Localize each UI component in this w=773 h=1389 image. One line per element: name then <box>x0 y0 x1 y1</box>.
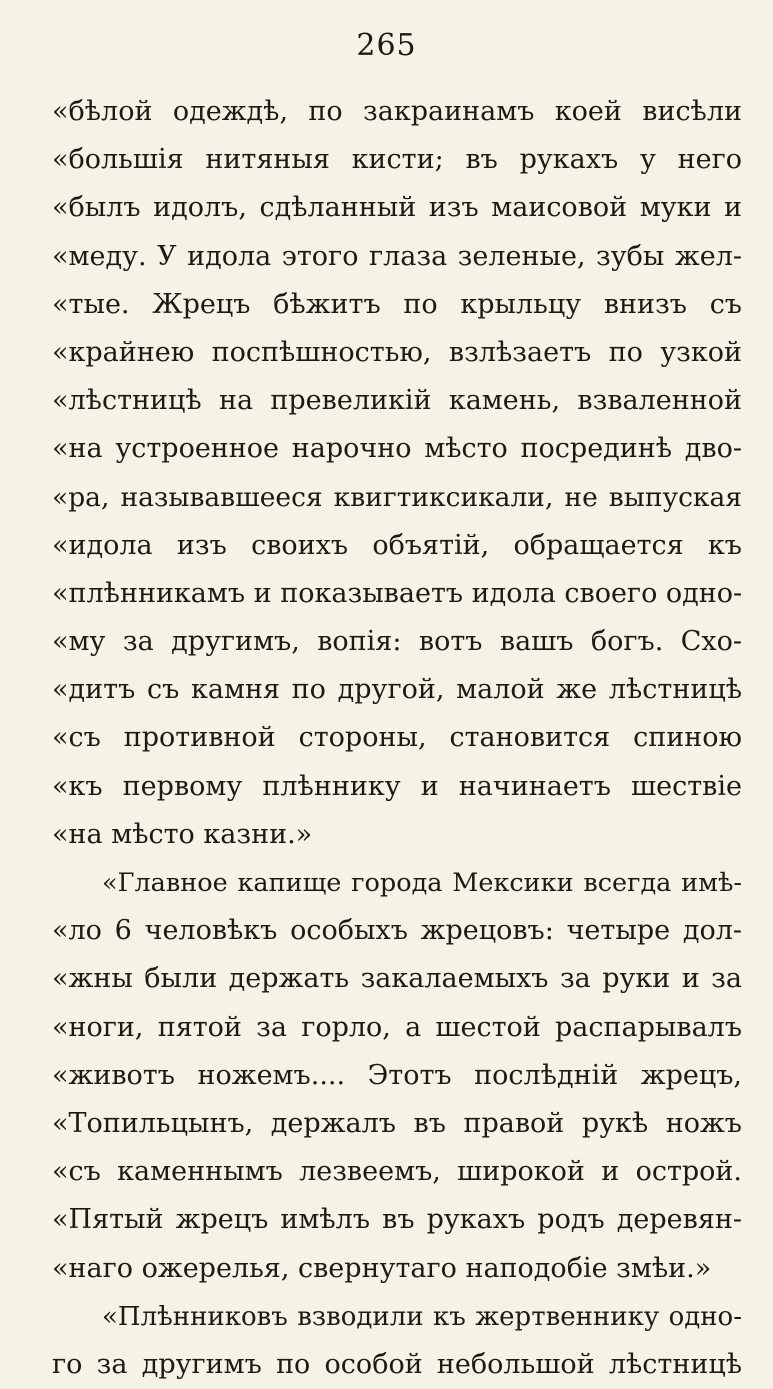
text-line: «меду. У идола этого глаза зеленые, зубы жел- <box>52 240 742 272</box>
text-line: «съ противной стороны, становится спиною <box>52 722 742 754</box>
text-line: «къ первому плѣннику и начинаетъ шествіе <box>52 770 742 802</box>
text-line: «плѣнникамъ и показываетъ идола своего одно- <box>52 577 742 609</box>
text-line: «на устроенное нарочно мѣсто посрединѣ дво- <box>52 433 742 465</box>
text-line: «крайнею поспѣшностью, взлѣзаетъ по узкой <box>52 336 742 368</box>
text-line: «большія нитяныя кисти; въ рукахъ у него <box>52 144 742 176</box>
text-line: «ло 6 человѣкъ особыхъ жрецовъ: четыре дол- <box>52 915 742 947</box>
text-line: «ноги, пятой за горло, а шестой распарывалъ <box>52 1011 742 1043</box>
text-line: «Топильцынъ, держалъ въ правой рукѣ ножъ <box>52 1107 742 1139</box>
text-line: «на мѣсто казни.» <box>52 818 313 850</box>
text-line: «лѣстницѣ на превеликій камень, взваленной <box>52 385 742 417</box>
text-line: «Главное капище города Мексики всегда имѣ- <box>102 868 742 898</box>
text-line: «тые. Жрецъ бѣжитъ по крыльцу внизъ съ <box>52 288 742 320</box>
text-line: го за другимъ по особой небольшой лѣстницѣ <box>52 1348 742 1380</box>
text-line: «животъ ножемъ.... Этотъ послѣдній жрецъ, <box>52 1059 742 1091</box>
body-text <box>52 88 742 1389</box>
text-line: «ра, называвшееся квигтиксикали, не выпуская <box>52 481 742 513</box>
text-line: «Пятый жрецъ имѣлъ въ рукахъ родъ деревян- <box>52 1204 742 1236</box>
text-line: «идола изъ своихъ объятій, обращается къ <box>52 529 742 561</box>
text-line: «му за другимъ, вопія: вотъ вашъ богъ. Схо- <box>52 626 742 658</box>
text-line: «Плѣнниковъ взводили къ жертвеннику одно- <box>102 1301 742 1332</box>
text-line: «жны были держать закалаемыхъ за руки и за <box>52 963 742 995</box>
text-line: «дитъ съ камня по другой, малой же лѣстницѣ <box>52 674 742 706</box>
text-line: «былъ идолъ, сдѣланный изъ маисовой муки и <box>52 192 742 224</box>
page-number: 265 <box>356 28 417 63</box>
text-line: «бѣлой одеждѣ, по закраинамъ коей висѣли <box>52 96 742 127</box>
text-line: «съ каменнымъ лезвеемъ, широкой и острой. <box>52 1156 742 1188</box>
text-line: «наго ожерелья, свернутаго наподобіе змѣи.» <box>52 1252 712 1284</box>
